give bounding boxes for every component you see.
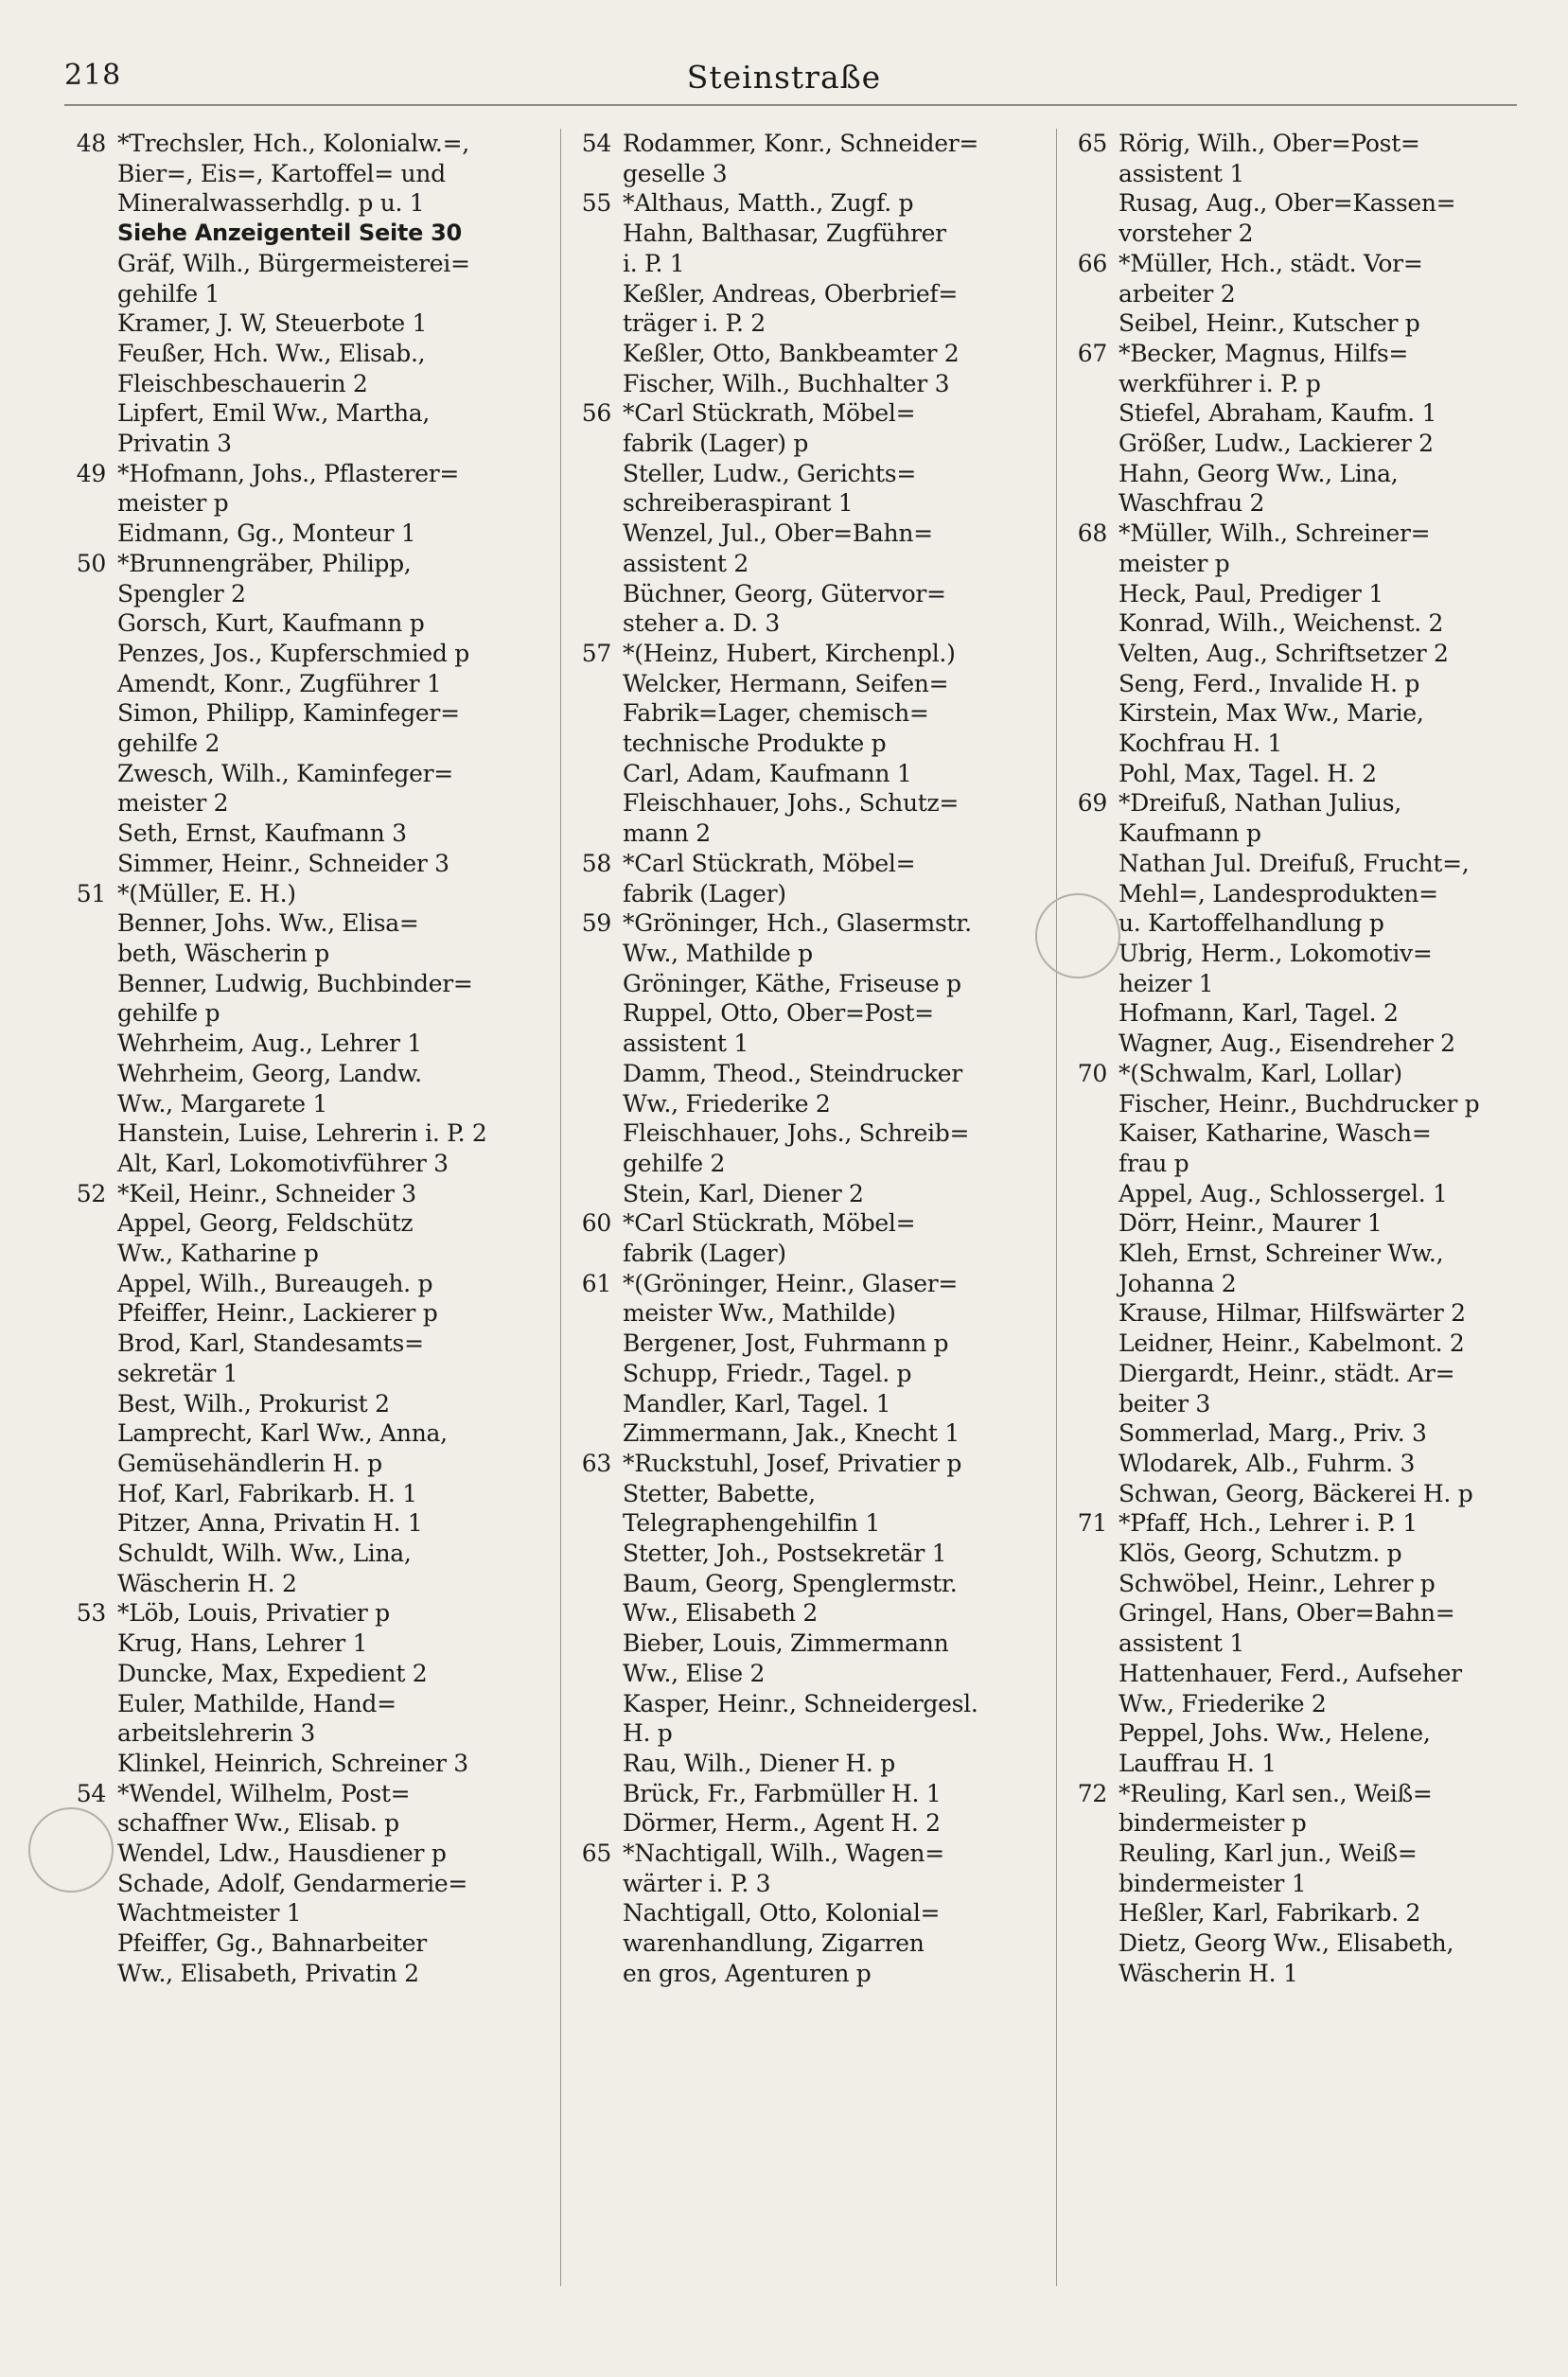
directory-entry: [568, 1779, 1054, 1809]
directory-entry: [568, 788, 1054, 848]
directory-entry: [1064, 788, 1537, 848]
house-number: 66: [1077, 249, 1107, 277]
resident-text: Fischer, Heinr., Buchdrucker p: [1119, 1089, 1480, 1118]
directory-entry: [62, 1059, 553, 1118]
directory-entry: [568, 279, 1054, 339]
directory-entry: [568, 219, 1054, 278]
resident-text: Peppel, Johs. Ww., Helene, Lauffrau H. 1: [1119, 1719, 1431, 1777]
house-number: 61: [581, 1269, 611, 1297]
resident-text: Heck, Paul, Prediger 1: [1119, 579, 1383, 607]
house-number: 54: [581, 130, 611, 157]
directory-entry: [62, 1418, 553, 1478]
directory-entry: [62, 1839, 553, 1869]
directory-entry: [62, 908, 553, 968]
resident-text: Benner, Ludwig, Buchbinder= gehilfe p: [117, 969, 473, 1028]
resident-text: Dörr, Heinr., Maurer 1: [1119, 1209, 1383, 1238]
resident-text: Amendt, Konr., Zugführer 1: [117, 669, 442, 697]
directory-entry: [62, 1779, 553, 1839]
resident-text: Ruppel, Otto, Ober=Post= assistent 1: [623, 999, 934, 1058]
directory-entry: [1064, 759, 1537, 789]
resident-text: Dietz, Georg Ww., Elisabeth, Wäscherin H. 1: [1119, 1929, 1454, 1987]
directory-entry: [568, 188, 1054, 219]
resident-text: Wlodarek, Alb., Fuhrm. 3: [1119, 1449, 1416, 1477]
resident-text: Dörmer, Herm., Agent H. 2: [623, 1809, 941, 1838]
header-rule: [64, 104, 1517, 106]
resident-text: Gorsch, Kurt, Kaufmann p: [117, 609, 425, 638]
directory-entry: [1064, 1208, 1537, 1239]
house-number: 50: [76, 549, 106, 577]
directory-entry: [1064, 1598, 1537, 1658]
resident-text: Kasper, Heinr., Schneidergesl. H. p: [623, 1689, 978, 1748]
directory-entry: [62, 1689, 553, 1749]
resident-text: *Carl Stückrath, Möbel= fabrik (Lager): [623, 1209, 916, 1268]
directory-entry: [62, 519, 553, 549]
resident-text: Nachtigall, Otto, Kolonial= warenhandlung, Zigarren en gros, Agenturen p: [623, 1899, 941, 1987]
directory-entry: [1064, 339, 1537, 398]
resident-text: Seth, Ernst, Kaufmann 3: [117, 819, 407, 848]
resident-text: *Löb, Louis, Privatier p: [117, 1599, 390, 1628]
directory-entry: [568, 339, 1054, 369]
directory-entry: [568, 639, 1054, 669]
resident-text: Alt, Karl, Lokomotivführer 3: [117, 1149, 449, 1177]
directory-entry: [62, 219, 553, 249]
resident-text: Zwesch, Wilh., Kaminfeger= meister 2: [117, 759, 453, 818]
directory-entry: [62, 1479, 553, 1509]
directory-entry: [62, 698, 553, 758]
resident-text: Schuldt, Wilh. Ww., Lina, Wäscherin H. 2: [117, 1540, 412, 1597]
house-number: 53: [76, 1599, 106, 1628]
directory-entry: [1064, 1239, 1537, 1298]
directory-entry: [1064, 1418, 1537, 1449]
directory-entry: [1064, 639, 1537, 669]
resident-text: Benner, Johs. Ww., Elisa= beth, Wäscherin p: [117, 909, 419, 967]
house-number: 68: [1077, 519, 1107, 548]
directory-entry: [1064, 249, 1537, 308]
resident-text: Schupp, Friedr., Tagel. p: [623, 1359, 912, 1387]
directory-entry: [1064, 998, 1537, 1029]
resident-text: *Trechsler, Hch., Kolonialw.=, Bier=, Eis=, Kartoffel= und Mineralwasserhdlg. p u. 1: [117, 130, 469, 218]
directory-entry: [568, 1449, 1054, 1479]
directory-entry: [1064, 1839, 1537, 1898]
resident-text: Diergardt, Heinr., städt. Ar= beiter 3: [1119, 1359, 1455, 1417]
directory-entry: [62, 819, 553, 849]
directory-entry: [568, 1389, 1054, 1419]
resident-text: Welcker, Hermann, Seifen= Fabrik=Lager, chemisch= technische Produkte p: [623, 669, 949, 758]
resident-text: Appel, Wilh., Bureaugeh. p: [117, 1269, 433, 1297]
directory-entry: [1064, 608, 1537, 639]
directory-entry: [62, 759, 553, 819]
house-number: 57: [581, 639, 611, 667]
directory-entry: [1064, 1029, 1537, 1059]
directory-entry: [62, 1029, 553, 1059]
directory-entry: [1064, 429, 1537, 459]
directory-entry: [568, 1359, 1054, 1389]
directory-entry: [1064, 1539, 1537, 1569]
resident-text: Hahn, Georg Ww., Lina, Waschfrau 2: [1119, 459, 1399, 518]
directory-entry: [62, 1539, 553, 1598]
directory-entry: [1064, 1718, 1537, 1778]
resident-text: Fleischhauer, Johs., Schutz= mann 2: [623, 789, 960, 848]
directory-entry: [568, 669, 1054, 759]
directory-entry: [1064, 1779, 1537, 1839]
directory-entry: [568, 1479, 1054, 1539]
resident-text: Wagner, Aug., Eisendreher 2: [1119, 1030, 1455, 1058]
resident-text: Stetter, Babette, Telegraphengehilfin 1: [623, 1479, 880, 1538]
house-number: 56: [581, 399, 611, 428]
resident-text: Euler, Mathilde, Hand= arbeitslehrerin 3: [117, 1689, 396, 1748]
resident-text: Stiefel, Abraham, Kaufm. 1: [1119, 399, 1437, 428]
directory-entry: [1064, 1508, 1537, 1539]
resident-text: Gräf, Wilh., Bürgermeisterei= gehilfe 1: [117, 249, 470, 308]
resident-text: Klinkel, Heinrich, Schreiner 3: [117, 1749, 468, 1777]
resident-text: Gringel, Hans, Ober=Bahn= assistent 1: [1119, 1599, 1455, 1658]
directory-entry: [62, 1598, 553, 1629]
directory-entry: [62, 1389, 553, 1419]
directory-entry: [568, 1629, 1054, 1688]
directory-entry: [62, 1869, 553, 1928]
resident-text: *Nachtigall, Wilh., Wagen= wärter i. P. 3: [623, 1840, 944, 1897]
directory-entry: [1064, 849, 1537, 939]
resident-text: Wehrheim, Georg, Landw. Ww., Margarete 1: [117, 1059, 422, 1118]
resident-text: Krug, Hans, Lehrer 1: [117, 1629, 368, 1658]
resident-text: Bieber, Louis, Zimmermann Ww., Elise 2: [623, 1629, 949, 1687]
resident-text: Pohl, Max, Tagel. H. 2: [1119, 759, 1377, 787]
resident-text: Kleh, Ernst, Schreiner Ww., Johanna 2: [1119, 1240, 1444, 1297]
directory-entry: [568, 1749, 1054, 1779]
resident-text: Brod, Karl, Standesamts= sekretär 1: [117, 1329, 424, 1387]
resident-text: Penzes, Jos., Kupferschmied p: [117, 639, 469, 667]
house-number: 60: [581, 1209, 611, 1238]
resident-text: *Carl Stückrath, Möbel= fabrik (Lager): [623, 849, 916, 907]
resident-text: *(Heinz, Hubert, Kirchenpl.): [623, 639, 956, 667]
resident-text: Simon, Philipp, Kaminfeger= gehilfe 2: [117, 699, 460, 758]
resident-text: Schwan, Georg, Bäckerei H. p: [1119, 1479, 1473, 1507]
directory-entry: [1064, 939, 1537, 998]
resident-text: Wehrheim, Aug., Lehrer 1: [117, 1030, 422, 1058]
directory-entry: [1064, 398, 1537, 429]
advertisement-reference: Siehe Anzeigenteil Seite 30: [117, 220, 462, 247]
directory-entry: [568, 459, 1054, 519]
directory-entry: [1064, 1479, 1537, 1509]
resident-text: Schwöbel, Heinr., Lehrer p: [1119, 1569, 1436, 1597]
resident-text: Kaiser, Katharine, Wasch= frau p: [1119, 1119, 1432, 1177]
resident-text: Leidner, Heinr., Kabelmont. 2: [1119, 1329, 1465, 1358]
directory-entry: [1064, 308, 1537, 339]
directory-entry: [62, 608, 553, 639]
resident-text: Duncke, Max, Expedient 2: [117, 1659, 428, 1687]
resident-text: Hof, Karl, Fabrikarb. H. 1: [117, 1479, 417, 1507]
directory-entry: [62, 849, 553, 879]
resident-text: Größer, Ludw., Lackierer 2: [1119, 430, 1434, 458]
column-1: [62, 129, 553, 2305]
resident-text: *Gröninger, Hch., Glasermstr. Ww., Mathilde p: [623, 909, 972, 967]
directory-entry: [62, 1508, 553, 1539]
directory-entry: [62, 1179, 553, 1209]
resident-text: Rau, Wilh., Diener H. p: [623, 1749, 895, 1777]
resident-text: *Brunnengräber, Philipp, Spengler 2: [117, 549, 412, 607]
directory-entry: [568, 579, 1054, 639]
directory-entry: [62, 1329, 553, 1388]
directory-entry: [568, 908, 1054, 968]
column-divider-1: [560, 129, 561, 2286]
column-2: [568, 129, 1054, 2305]
resident-text: Sommerlad, Marg., Priv. 3: [1119, 1419, 1427, 1448]
resident-text: Appel, Georg, Feldschütz Ww., Katharine p: [117, 1209, 414, 1268]
directory-entry: [568, 998, 1054, 1058]
directory-entry: [1064, 698, 1537, 758]
resident-text: Velten, Aug., Schriftsetzer 2: [1119, 639, 1449, 667]
directory-entry: [1064, 579, 1537, 609]
house-number: 65: [1077, 130, 1107, 157]
directory-entry: [1064, 459, 1537, 519]
resident-text: Baum, Georg, Spenglermstr. Ww., Elisabeth 2: [623, 1569, 958, 1628]
directory-entry: [568, 1118, 1054, 1178]
resident-text: *(Gröninger, Heinr., Glaser= meister Ww., Mathilde): [623, 1269, 959, 1328]
directory-entry: [568, 1539, 1054, 1569]
house-number: 58: [581, 849, 611, 877]
directory-entry: [62, 969, 553, 1029]
directory-entry: [62, 1659, 553, 1689]
directory-entry: [62, 459, 553, 519]
directory-entry: [62, 249, 553, 308]
resident-text: *Reuling, Karl sen., Weiß= bindermeister p: [1119, 1779, 1433, 1838]
resident-text: Steller, Ludw., Gerichts= schreiberaspirant 1: [623, 459, 916, 518]
resident-text: Klös, Georg, Schutzm. p: [1119, 1540, 1402, 1568]
resident-text: *Dreifuß, Nathan Julius, Kaufmann p: [1119, 789, 1401, 848]
resident-text: Pitzer, Anna, Privatin H. 1: [117, 1509, 423, 1538]
directory-entry: [568, 849, 1054, 908]
directory-entry: [568, 969, 1054, 999]
resident-text: *Pfaff, Hch., Lehrer i. P. 1: [1119, 1509, 1418, 1538]
resident-text: Seng, Ferd., Invalide H. p: [1119, 669, 1420, 697]
resident-text: Keßler, Andreas, Oberbrief= träger i. P. 2: [623, 279, 959, 338]
resident-text: Kramer, J. W, Steuerbote 1: [117, 309, 428, 338]
house-number: 52: [76, 1179, 106, 1207]
house-number: 70: [1077, 1059, 1107, 1087]
directory-entry: [1064, 1179, 1537, 1209]
house-number: 69: [1077, 789, 1107, 818]
resident-text: Nathan Jul. Dreifuß, Frucht=, Mehl=, Landesprodukten= u. Kartoffelhandlung p: [1119, 849, 1470, 938]
resident-text: Seibel, Heinr., Kutscher p: [1119, 309, 1420, 338]
directory-entry: [568, 1179, 1054, 1209]
page-title: Steinstraße: [686, 59, 882, 96]
resident-text: Mandler, Karl, Tagel. 1: [623, 1389, 891, 1417]
directory-entry: [1064, 1118, 1537, 1178]
directory-entry: [62, 1928, 553, 1988]
resident-text: Hofmann, Karl, Tagel. 2: [1119, 999, 1399, 1028]
directory-entry: [62, 308, 553, 339]
resident-text: Fleischhauer, Johs., Schreib= gehilfe 2: [623, 1119, 970, 1177]
directory-entry: [568, 1689, 1054, 1749]
page-number: 218: [64, 59, 122, 92]
resident-text: *Hofmann, Johs., Pflasterer= meister p: [117, 459, 460, 518]
resident-text: Gröninger, Käthe, Friseuse p: [623, 969, 961, 997]
directory-entry: [568, 1808, 1054, 1839]
resident-text: *(Müller, E. H.): [117, 879, 296, 907]
directory-entry: [568, 398, 1054, 458]
house-number: 51: [76, 879, 106, 907]
resident-text: Lamprecht, Karl Ww., Anna, Gemüsehändlerin H. p: [117, 1419, 448, 1477]
directory-entry: [568, 1898, 1054, 1988]
directory-entry: [1064, 1089, 1537, 1119]
directory-entry: [568, 369, 1054, 399]
directory-entry: [568, 519, 1054, 578]
resident-text: Krause, Hilmar, Hilfswärter 2: [1119, 1299, 1466, 1328]
directory-entry: [1064, 1569, 1537, 1599]
resident-text: Konrad, Wilh., Weichenst. 2: [1119, 609, 1444, 638]
house-number: 67: [1077, 339, 1107, 367]
house-number: 54: [76, 1779, 106, 1807]
directory-entry: [568, 1329, 1054, 1359]
resident-text: *Carl Stückrath, Möbel= fabrik (Lager) p: [623, 399, 916, 458]
resident-text: *Wendel, Wilhelm, Post= schaffner Ww., Elisab. p: [117, 1779, 411, 1838]
resident-text: Wenzel, Jul., Ober=Bahn= assistent 2: [623, 519, 933, 577]
directory-entry: [568, 1208, 1054, 1268]
resident-text: Appel, Aug., Schlossergel. 1: [1119, 1179, 1448, 1207]
resident-text: Heßler, Karl, Fabrikarb. 2: [1119, 1899, 1421, 1928]
resident-text: Simmer, Heinr., Schneider 3: [117, 849, 449, 877]
resident-text: Feußer, Hch. Ww., Elisab., Fleischbeschauerin 2: [117, 339, 426, 397]
resident-text: Zimmermann, Jak., Knecht 1: [623, 1419, 960, 1448]
directory-entry: [1064, 1359, 1537, 1418]
directory-entry: [62, 1629, 553, 1659]
directory-entry: [62, 1208, 553, 1268]
directory-entry: [62, 669, 553, 699]
directory-entry: [568, 759, 1054, 789]
resident-text: *Becker, Magnus, Hilfs= werkführer i. P. p: [1119, 339, 1409, 397]
resident-text: Hahn, Balthasar, Zugführer i. P. 1: [623, 220, 946, 277]
directory-entry: [1064, 1059, 1537, 1089]
house-number: 63: [581, 1449, 611, 1477]
directory-entry: [62, 1298, 553, 1329]
resident-text: Lipfert, Emil Ww., Martha, Privatin 3: [117, 399, 431, 458]
house-number: 49: [76, 459, 106, 487]
resident-text: Rodammer, Konr., Schneider= geselle 3: [623, 130, 979, 187]
directory-entry: [62, 129, 553, 219]
directory-entry: [62, 1149, 553, 1179]
house-number: 65: [581, 1840, 611, 1868]
directory-entry: [1064, 1329, 1537, 1359]
column-3: [1064, 129, 1537, 2305]
house-number: 55: [581, 189, 611, 218]
directory-entry: [568, 1418, 1054, 1449]
resident-text: Hanstein, Luise, Lehrerin i. P. 2: [117, 1119, 487, 1148]
resident-text: Hattenhauer, Ferd., Aufseher Ww., Friederike 2: [1119, 1659, 1462, 1717]
directory-entry: [568, 1839, 1054, 1898]
resident-text: Carl, Adam, Kaufmann 1: [623, 759, 912, 787]
directory-entry: [1064, 1898, 1537, 1928]
resident-text: *Ruckstuhl, Josef, Privatier p: [623, 1449, 962, 1477]
directory-entry: [568, 1569, 1054, 1629]
house-number: 48: [76, 130, 106, 157]
resident-text: Stein, Karl, Diener 2: [623, 1179, 864, 1207]
resident-text: Kirstein, Max Ww., Marie, Kochfrau H. 1: [1119, 699, 1424, 758]
resident-text: Fischer, Wilh., Buchhalter 3: [623, 369, 950, 397]
resident-text: Bergener, Jost, Fuhrmann p: [623, 1329, 949, 1358]
directory-entry: [62, 879, 553, 909]
directory-entry: [568, 1269, 1054, 1329]
resident-text: Eidmann, Gg., Monteur 1: [117, 519, 416, 548]
resident-text: *Althaus, Matth., Zugf. p: [623, 189, 914, 218]
resident-text: Ubrig, Herm., Lokomotiv= heizer 1: [1119, 939, 1433, 997]
resident-text: *Müller, Wilh., Schreiner= meister p: [1119, 519, 1431, 577]
resident-text: Büchner, Georg, Gütervor= steher a. D. 3: [623, 579, 946, 638]
resident-text: *Müller, Hch., städt. Vor= arbeiter 2: [1119, 249, 1423, 308]
house-number: 59: [581, 909, 611, 938]
house-number: 72: [1077, 1779, 1107, 1807]
directory-entry: [568, 1059, 1054, 1118]
resident-text: Rörig, Wilh., Ober=Post= assistent 1: [1119, 130, 1420, 187]
resident-text: Pfeiffer, Heinr., Lackierer p: [117, 1299, 438, 1328]
resident-text: Pfeiffer, Gg., Bahnarbeiter Ww., Elisabeth, Privatin 2: [117, 1929, 427, 1987]
directory-entry: [1064, 519, 1537, 578]
resident-text: Reuling, Karl jun., Weiß= bindermeister 1: [1119, 1840, 1418, 1897]
resident-text: Best, Wilh., Prokurist 2: [117, 1389, 390, 1417]
directory-entry: [1064, 188, 1537, 248]
directory-entry: [62, 1118, 553, 1149]
directory-entry: [1064, 1659, 1537, 1718]
resident-text: Rusag, Aug., Ober=Kassen= vorsteher 2: [1119, 189, 1456, 248]
resident-text: Keßler, Otto, Bankbeamter 2: [623, 339, 960, 367]
resident-text: Stetter, Joh., Postsekretär 1: [623, 1540, 947, 1568]
column-divider-2: [1056, 129, 1057, 2286]
directory-entry: [1064, 1298, 1537, 1329]
resident-text: Schade, Adolf, Gendarmerie= Wachtmeister 1: [117, 1869, 468, 1928]
directory-entry: [1064, 1928, 1537, 1988]
resident-text: Brück, Fr., Farbmüller H. 1: [623, 1779, 942, 1807]
directory-entry: [568, 129, 1054, 188]
resident-text: *(Schwalm, Karl, Lollar): [1119, 1059, 1402, 1087]
directory-entry: [62, 1749, 553, 1779]
directory-entry: [62, 398, 553, 458]
directory-entry: [1064, 669, 1537, 699]
directory-entry: [1064, 1449, 1537, 1479]
directory-entry: [62, 639, 553, 669]
resident-text: *Keil, Heinr., Schneider 3: [117, 1179, 416, 1207]
resident-text: Wendel, Ldw., Hausdiener p: [117, 1840, 447, 1868]
directory-entry: [62, 1269, 553, 1299]
directory-entry: [62, 339, 553, 398]
resident-text: Damm, Theod., Steindrucker Ww., Friederike 2: [623, 1059, 962, 1118]
directory-entry: [1064, 129, 1537, 188]
house-number: 71: [1077, 1509, 1107, 1538]
directory-entry: [62, 549, 553, 608]
